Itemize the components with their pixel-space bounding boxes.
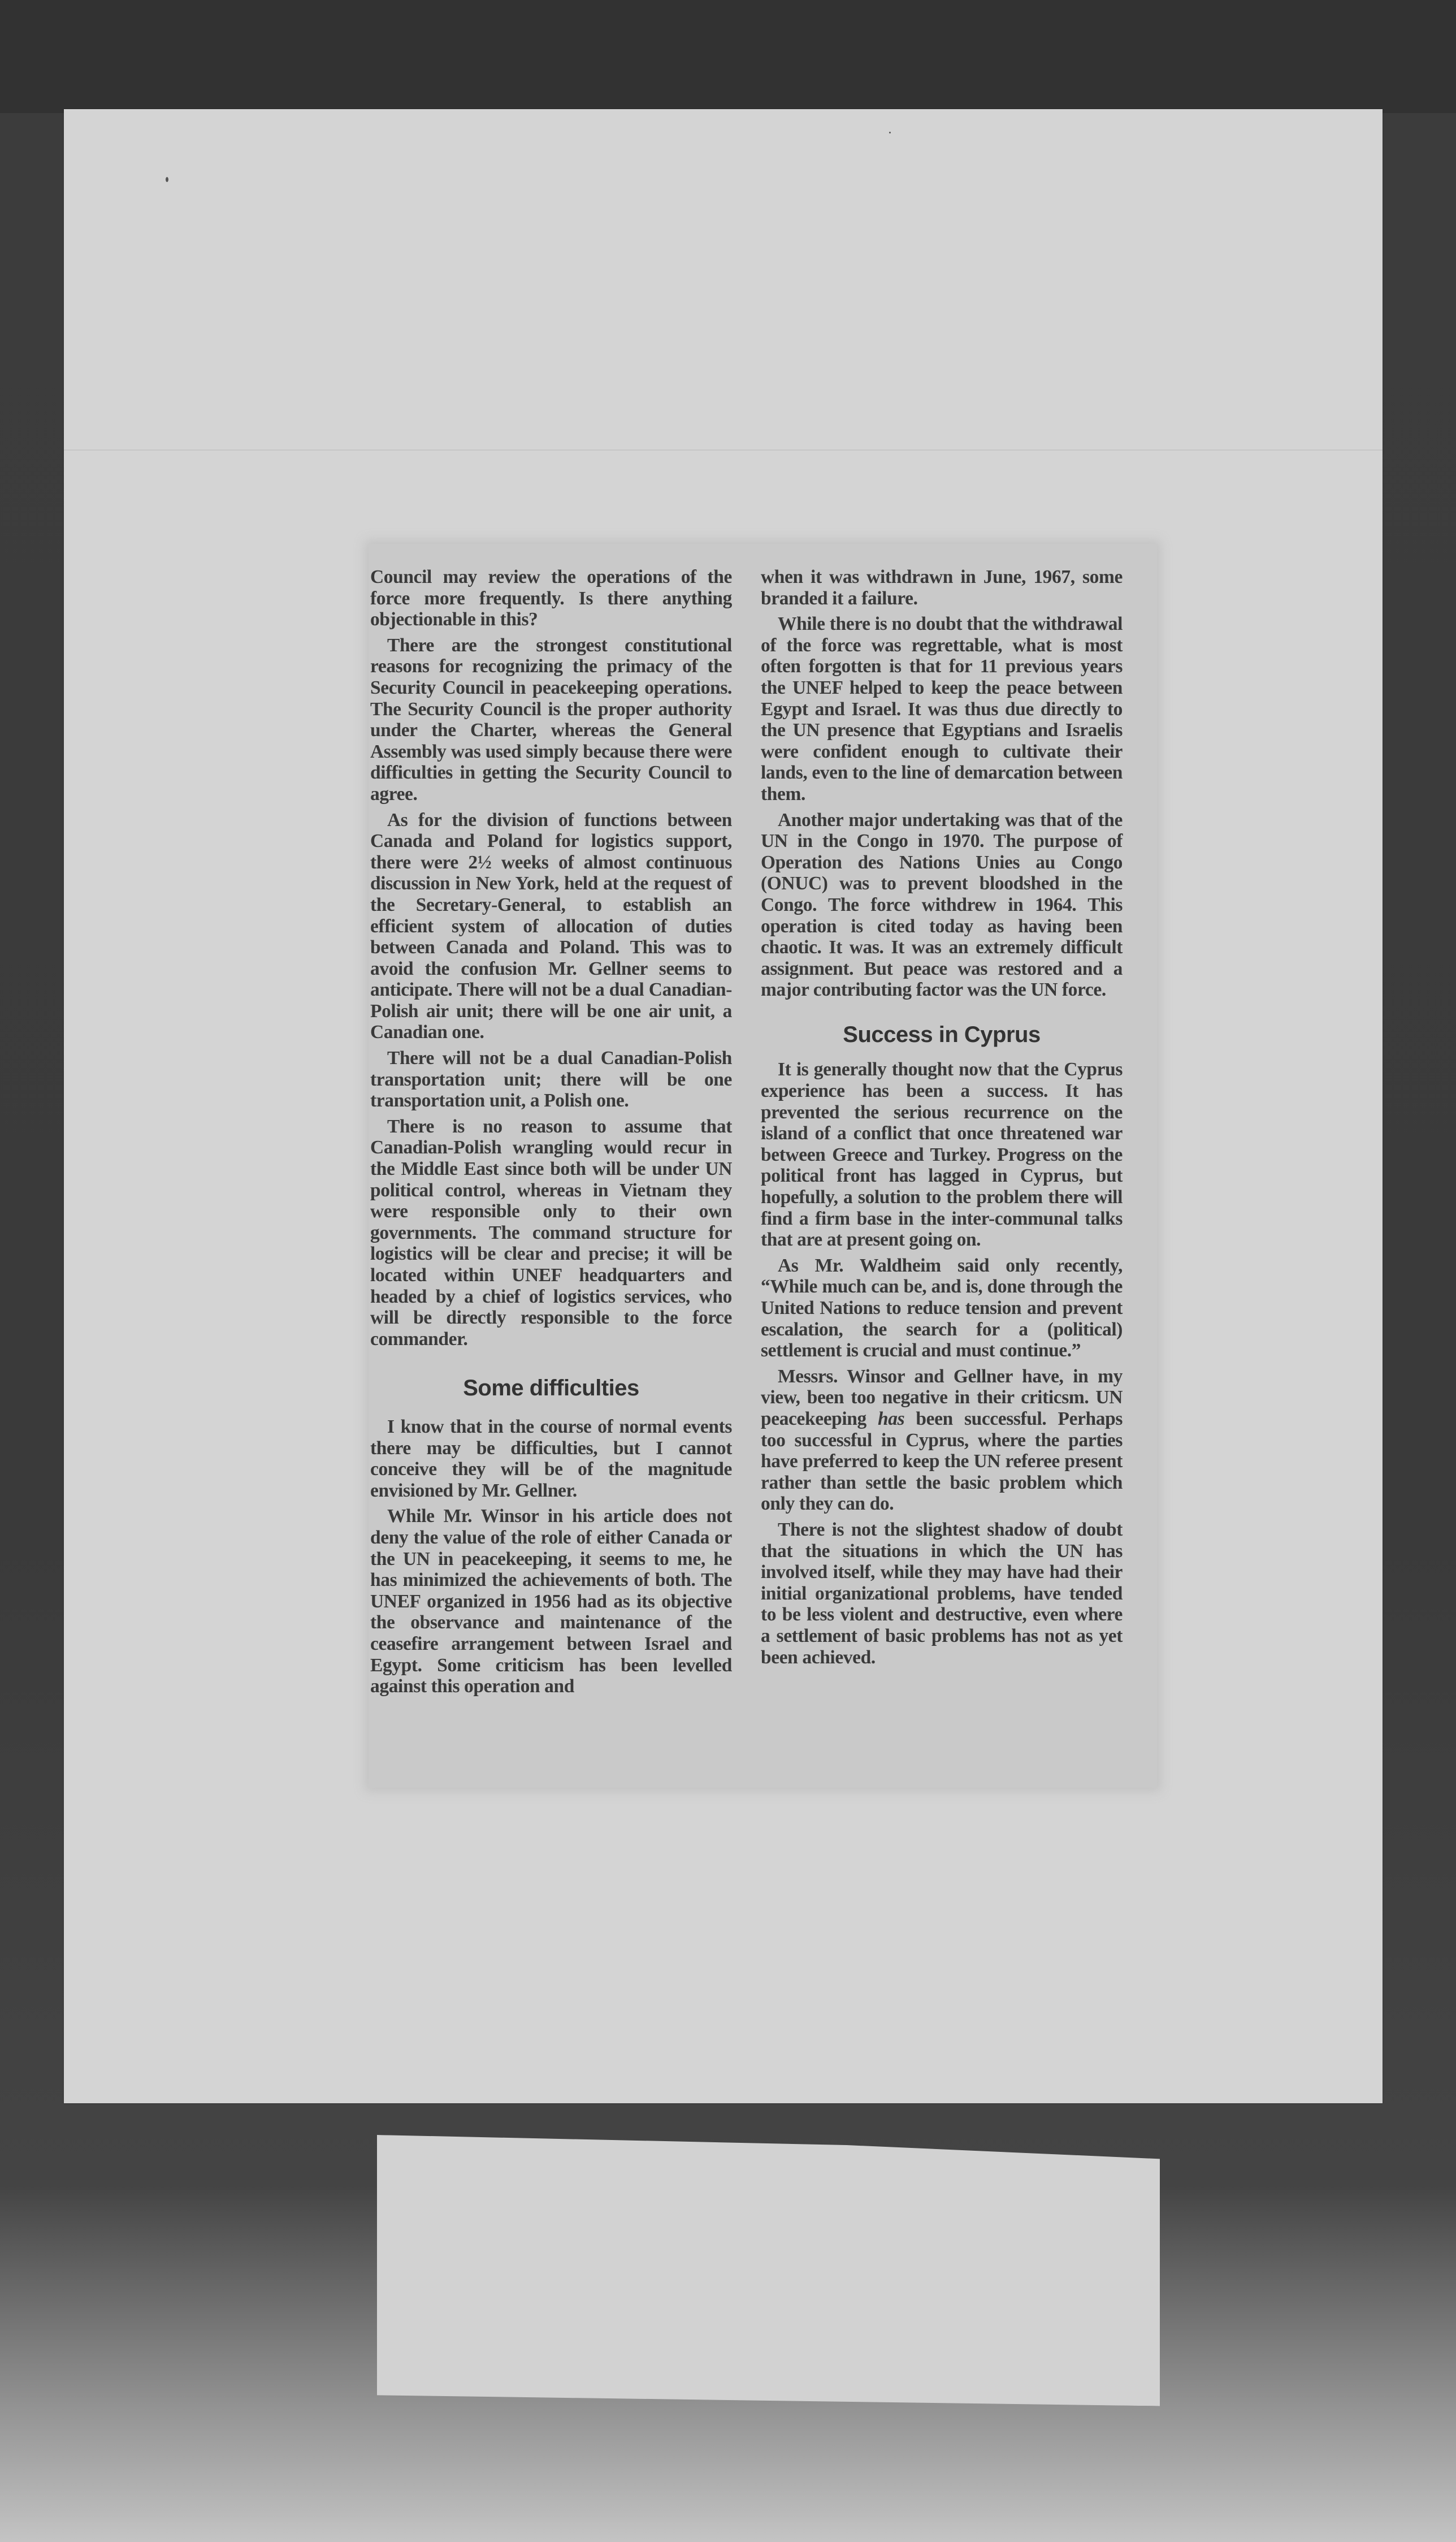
paragraph: Council may review the operations of the force more frequently. Is there anything objectionable in this? [370,567,732,630]
paragraph: There are the strongest constitutional reasons for recognizing the primacy of the Security Council in peacekeeping operations. The Security Council is the proper authority under the Charter, whereas the General Assembly was used simply because there were difficulties in getting the Security Council to agree. [370,634,732,805]
subheading-success-in-cyprus: Success in Cyprus [843,1022,1041,1047]
left-column [370,567,732,1702]
paragraph: As Mr. Waldheim said only recently, “While much can be, and is, done through the United Nations to reduce tension and prevent escalation, the search for a (political) settlement is crucial and must continue.” [761,1255,1123,1361]
dust-speck [889,132,891,133]
paragraph: Another major undertaking was that of the UN in the Congo in 1970. The purpose of Operation des Nations Unies au Congo (ONUC) was to prevent bloodshed in the Congo. The force withdrew in 1964. This operation is cited today as having been chaotic. It was. It was an extremely difficult assignment. But peace was restored and a major contributing factor was the UN force. [761,809,1123,1001]
paragraph: While Mr. Winsor in his article does not deny the value of the role of either Canada or the UN in peacekeeping, it seems to me, he has minimized the achievements of both. The UNEF organized in 1956 had as its objective the observance and maintenance of the ceasefire arrangement between Israel and Egypt. Some criticism has been levelled against this operation and [370,1506,732,1697]
paragraph: when it was withdrawn in June, 1967, some branded it a failure. [761,567,1123,609]
blank-lower-card [377,2135,1160,2406]
paragraph: As for the division of functions between Canada and Poland for logistics support, there were 2½ weeks of almost continuous discussion in New York, held at the request of the Secretary-General, to establish an efficient system of allocation of duties between Canada and Poland. This was to avoid the confusion Mr. Gellner seems to anticipate. There will not be a dual Canadian-Polish air unit; there will be one air unit, a Canadian one. [370,809,732,1043]
paragraph: There is not the slightest shadow of doubt that the situations in which the UN has involved itself, while they may have had their initial organizational problems, have tended to be less violent and destructive, even where a settlement of basic problems has not as yet been achieved. [761,1519,1123,1668]
paragraph: There is no reason to assume that Canadian-Polish wrangling would recur in the Middle East since both will be under UN political control, whereas in Vietnam they were responsible only to their own governments. The command structure for logistics will be clear and precise; it will be located within UNEF headquarters and headed by a chief of logistics services, who will be directly responsible to the force commander. [370,1116,732,1350]
paragraph: It is generally thought now that the Cyprus experience has been a success. It has prevented the serious recurrence on the island of a conflict that once threatened war between Greece and Turkey. Progress on the political front has lagged in Cyprus, but hopefully, a solution to the problem there will find a firm base in the inter-communal talks that are at present going on. [761,1059,1123,1251]
paragraph-with-emphasis [761,1366,1123,1515]
newspaper-clipping [369,544,1157,1788]
emphasis-text: has [878,1408,905,1429]
scan-top-band [0,0,1456,113]
paragraph: There will not be a dual Canadian-Polish transportation unit; there will be one transportation unit, a Polish one. [370,1048,732,1112]
paragraph-text: Messrs. Winsor and Gellner have, in my view, been too negative in their criticsm. UN peacekeeping [761,1365,1123,1429]
paragraph: I know that in the course of normal events there may be difficulties, but I cannot conceive they will be of the magnitude envisioned by Mr. Gellner. [370,1416,732,1501]
subheading-some-difficulties: Some difficulties [463,1376,639,1401]
paragraph-text: been successful. Perhaps too successful in Cyprus, where the parties have preferred to keep the UN referee present rather than settle the basic problem which only they can do. [761,1408,1123,1515]
sheet-fold-line [64,449,1383,451]
dust-speck [166,177,168,182]
paragraph: While there is no doubt that the withdrawal of the force was regrettable, what is most often forgotten is that for 11 previous years the UNEF helped to keep the peace between Egypt and Israel. It was thus due directly to the UN presence that Egyptians and Israelis were confident enough to cultivate their lands, even to the line of demarcation between them. [761,613,1123,805]
right-column [761,567,1123,1672]
